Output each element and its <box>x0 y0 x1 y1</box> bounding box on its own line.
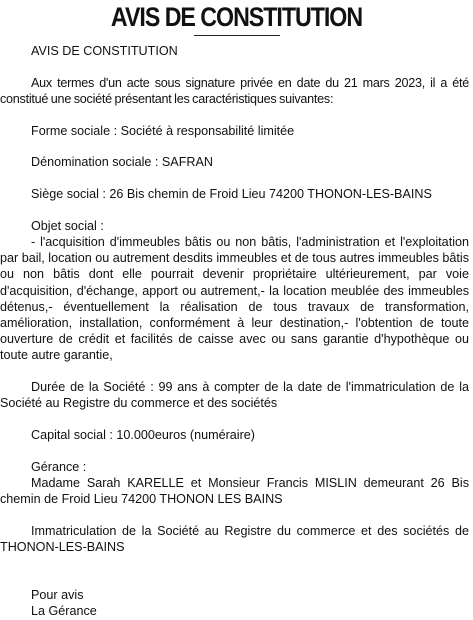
capital-line: Capital social : 10.000euros (numéraire) <box>31 427 256 442</box>
forme-sociale-line: Forme sociale : Société à responsabilité limitée <box>31 123 295 138</box>
closing-pour-avis: Pour avis <box>31 588 84 603</box>
notice-subtitle: AVIS DE CONSTITUTION <box>31 44 178 58</box>
objet-social-label: Objet social : <box>31 218 104 233</box>
duree-paragraph: Durée de la Société : 99 ans à compter de la date de l'immatriculation de la Société au Registre du commerce et des sociétés <box>0 380 469 411</box>
immatriculation-paragraph: Immatriculation de la Société au Registre du commerce et des sociétés de THONON-LES-BAINS <box>0 523 469 554</box>
intro-paragraph: Aux termes d'un acte sous signature privée en date du 21 mars 2023, il a été constitué une société présentant les caractéristiques suivantes: <box>0 75 469 106</box>
denomination-line: Dénomination sociale : SAFRAN <box>31 155 213 170</box>
closing-gerance: La Gérance <box>31 604 97 619</box>
gerance-label: Gérance : <box>31 459 87 474</box>
gerance-text: Madame Sarah KARELLE et Monsieur Francis MISLIN demeurant 26 Bis chemin de Froid Lieu 74200 THONON LES BAINS <box>0 475 469 507</box>
objet-social-text: - l'acquisition d'immeubles bâtis ou non bâtis, l'administration et l'exploitation par bail, location ou autrement desdits immeubles et de tous autres immeubles bâtis ou non bâtis dont elle pourrait devenir propriétaire ultérieurement, par voie d'acquisition, d'échange, apport ou autrement,- la location meublée des immeubles détenus,- éventuellement la réalisation de tous travaux de transformation, amélioration, installation, conformément à leur destination,- l'obtention de toute ouverture de crédit et facilités de caisse avec ou sans garantie d'hypothèque ou toute autre garantie, <box>0 234 470 363</box>
notice-body <box>0 43 469 620</box>
title-underline <box>194 35 280 36</box>
siege-social-line: Siège social : 26 Bis chemin de Froid Lieu 74200 THONON-LES-BAINS <box>31 187 432 202</box>
page-title: AVIS DE CONSTITUTION <box>110 2 363 32</box>
